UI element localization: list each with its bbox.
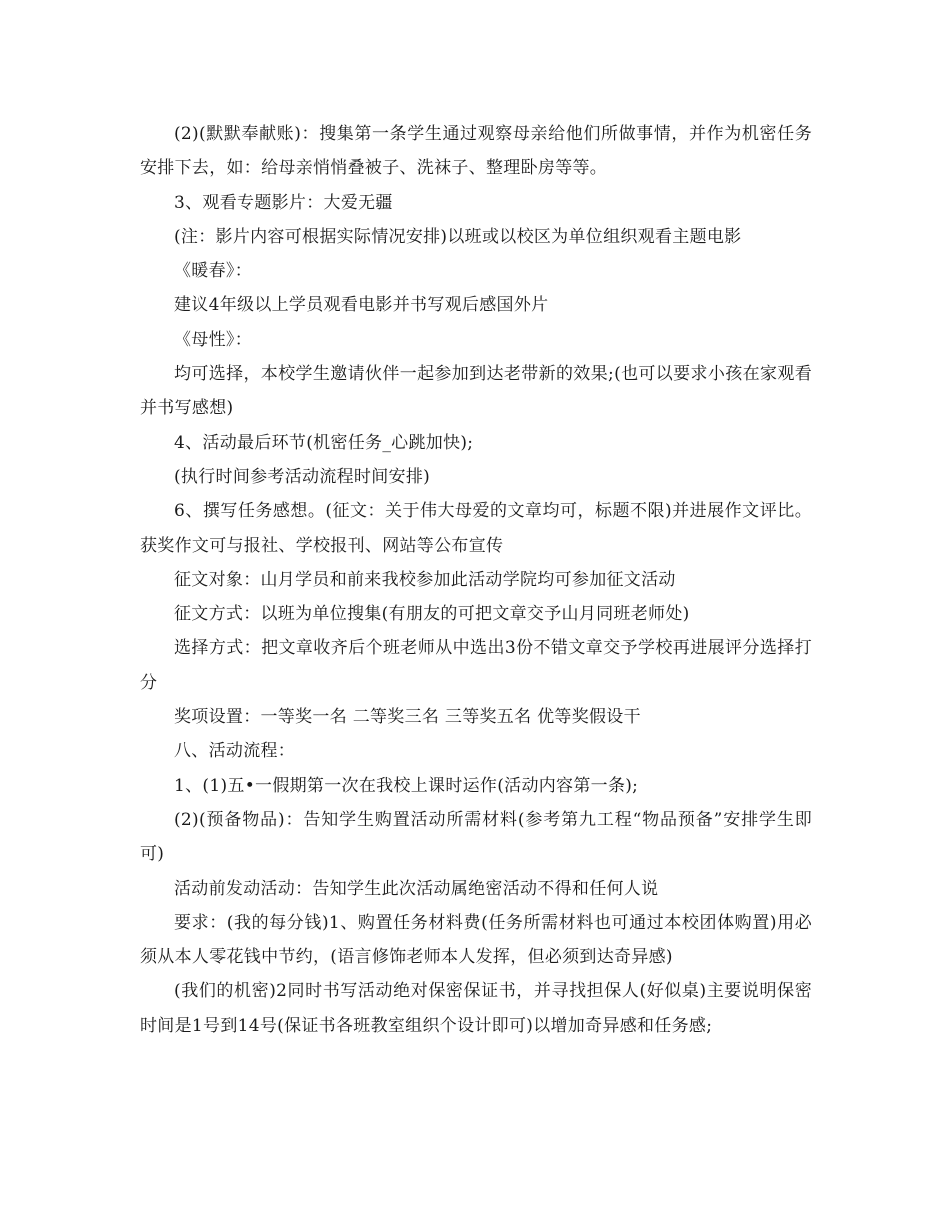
paragraph: (执行时间参考活动流程时间安排) [174,466,431,487]
paragraph: 《暖春》： [174,261,252,282]
paragraph: (2)(默默奉献账)：搜集第一条学生通过观察母亲给他们所做事情，并作为机密任务安排下去，如：给母亲悄悄叠被子、洗袜子、整理卧房等等。 [140,124,812,179]
paragraph: 4、活动最后环节(机密任务_心跳加快); [174,432,474,453]
paragraph: 建议4年级以上学员观看电影并书写观后感国外片 [174,295,549,316]
paragraph: (我们的机密)2同时书写活动绝对保密保证书，并寻找担保人(好似桌)主要说明保密时间是1号到14号(保证书各班教室组织个设计即可)以增加奇异感和任务感; [140,981,812,1036]
paragraph: (注：影片内容可根据实际情况安排)以班或以校区为单位组织观看主题电影 [174,226,742,247]
paragraph: (2)(预备物品)：告知学生购置活动所需材料(参考第九工程“物品预备”安排学生即可) [140,809,812,865]
paragraph: 征文方式：以班为单位搜集(有朋友的可把文章交予山月同班老师处) [174,604,690,625]
paragraph: 6、撰写任务感想。(征文：关于伟大母爱的文章均可，标题不限)并进展作文评比。获奖作文可与报社、学校报刊、网站等公布宣传 [140,501,812,556]
document-body [140,117,812,1043]
paragraph: 3、观看专题影片：大爱无疆 [174,192,393,213]
paragraph: 征文对象：山月学员和前来我校参加此活动学院均可参加征文活动 [174,569,676,590]
paragraph: 选择方式：把文章收齐后个班老师从中选出3份不错文章交予学校再进展评分选择打分 [140,638,812,693]
paragraph: 要求：(我的每分钱)1、购置任务材料费(任务所需材料也可通过本校团体购置)用必须从本人零花钱中节约，(语言修饰老师本人发挥，但必须到达奇异感) [140,912,812,968]
paragraph: 1、(1)五•一假期第一次在我校上课时运作(活动内容第一条); [174,775,639,796]
paragraph: 《母性》： [174,329,252,350]
paragraph: 均可选择，本校学生邀请伙伴一起参加到达老带新的效果;(也可以要求小孩在家观看并书写感想) [140,364,812,419]
paragraph: 八、活动流程： [174,741,296,762]
paragraph: 活动前发动活动：告知学生此次活动属绝密活动不得和任何人说 [174,878,659,899]
paragraph: 奖项设置：一等奖一名 二等奖三名 三等奖五名 优等奖假设干 [174,707,641,728]
